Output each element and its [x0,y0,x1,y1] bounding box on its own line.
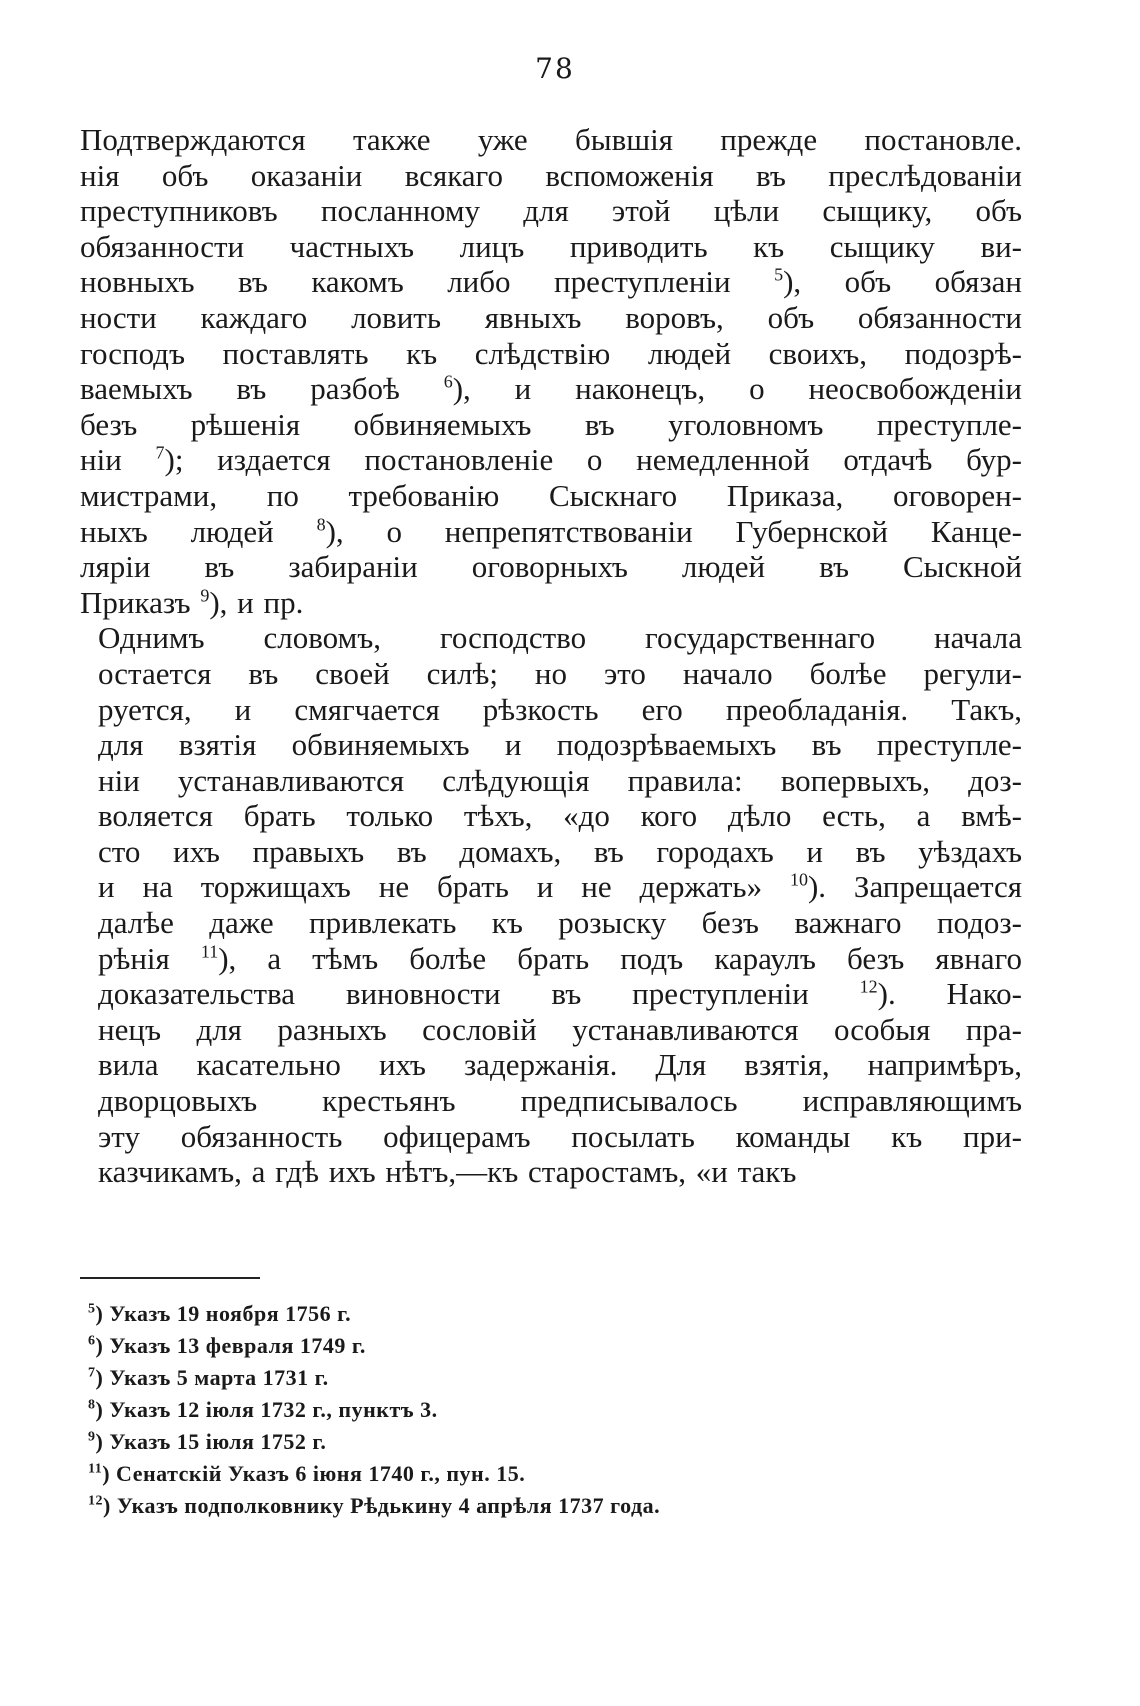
text-line: дворцовыхъ крестьянъ предписывалось исправляющимъ [98,1083,1022,1119]
text-line: ляріи въ забираніи оговорныхъ людей въ Сыскной [80,549,1022,585]
text-line [80,585,1022,621]
footnote-reference: 8 [316,514,326,535]
footnote-separator [80,1277,260,1279]
text-segment: ), и пр. [209,584,304,620]
text-line: ніи устанавливаются слѣдующія правила: вопервыхъ, доз- [98,762,1022,798]
footnote [88,1362,988,1394]
footnote-mark: 7 [88,1365,96,1381]
footnote-mark: 9 [88,1429,96,1445]
text-segment: ныхъ людей [80,513,317,549]
text-line: эту обязанность офицерамъ посылать команды къ при- [98,1118,1022,1154]
text-segment: ). Нако- [877,976,1022,1012]
text-line [80,264,1022,300]
text-line: Подтверждаются также уже бывшія прежде постановле. [80,122,1022,157]
text-line: господъ поставлять къ слѣдствію людей своихъ, подозрѣ- [80,335,1022,371]
text-line [80,976,1022,1012]
text-segment: рѣнія [98,940,201,976]
footnotes [88,1298,988,1522]
text-line [80,941,1022,977]
footnote-reference: 5 [774,265,784,286]
text-segment: Приказъ [80,584,201,620]
footnote [88,1298,988,1330]
footnote [88,1394,988,1426]
text-line: Однимъ словомъ, господство государственнаго начала [98,620,1022,656]
text-line: вила касательно ихъ задержанія. Для взятія, напримѣръ, [98,1047,1022,1083]
footnote-mark: 6 [88,1333,96,1349]
text-line: остается въ своей силѣ; но это начало болѣе регули- [98,655,1022,691]
text-line: ности каждаго ловить явныхъ воровъ, объ обязанности [80,299,1022,335]
footnote-reference: 10 [789,870,808,891]
text-segment: ваемыхъ въ разбоѣ [80,371,444,407]
text-line: воляется брать только тѣхъ, «до кого дѣло есть, а вмѣ- [98,798,1022,834]
text-segment: ), и наконецъ, о неосвобожденіи [452,371,1022,407]
body-text [80,122,1022,1190]
footnote [88,1330,988,1362]
footnote-text: ) Указъ 13 февраля 1749 г. [95,1333,366,1358]
text-line: сто ихъ правыхъ въ домахъ, въ городахъ и въ уѣздахъ [98,833,1022,869]
footnote-mark: 12 [88,1493,103,1509]
paragraph-2 [80,620,1022,1190]
text-segment: ). Запрещается [807,869,1022,905]
footnote-mark: 5 [88,1301,96,1317]
footnote-text: ) Указъ подполковнику Рѣдькину 4 апрѣля 1737 года. [103,1493,661,1518]
text-line [80,514,1022,550]
text-segment: ), объ обязан [783,264,1022,300]
text-line: нія объ оказаніи всякаго вспоможенія въ преслѣдованіи [80,157,1022,193]
text-line: руется, и смягчается рѣзкость его преобладанія. Такъ, [98,691,1022,727]
footnote-mark: 8 [88,1397,96,1413]
text-line: казчикамъ, а гдѣ ихъ нѣтъ,—къ старостамъ, «и такъ [98,1154,797,1190]
text-line: мистрами, по требованію Сыскнаго Приказа, оговорен- [80,477,1022,513]
footnote-text: ) Указъ 5 марта 1731 г. [95,1365,329,1390]
text-segment: доказательства виновности въ преступленіи [98,976,860,1012]
footnote-reference: 6 [443,371,453,392]
text-line: обязанности частныхъ лицъ приводить къ сыщику ви- [80,228,1022,264]
paragraph-1 [80,122,1022,620]
text-segment: ), а тѣмъ болѣе брать подъ караулъ безъ явнаго [218,940,1022,976]
text-line: нецъ для разныхъ сословій устанавливаются особыя пра- [98,1011,1022,1047]
text-line: безъ рѣшенія обвиняемыхъ въ уголовномъ преступле- [80,406,1022,442]
footnote [88,1458,988,1490]
footnote [88,1490,988,1522]
footnote [88,1426,988,1458]
text-line: преступниковъ посланному для этой цѣли сыщику, объ [80,193,1022,229]
text-line: далѣе даже привлекать къ розыску безъ важнаго подоз- [98,905,1022,941]
page-number: 78 [535,52,575,85]
footnote-text: ) Указъ 12 іюля 1732 г., пунктъ 3. [95,1397,438,1422]
text-segment: ); издается постановленіе о немедленной отдачѣ бур- [164,442,1022,478]
footnote-reference: 11 [200,941,219,962]
footnote-reference: 7 [155,443,165,464]
text-line [80,371,1022,407]
footnote-text: ) Сенатскій Указъ 6 іюня 1740 г., пун. 15. [102,1461,526,1486]
footnote-reference: 12 [859,976,878,997]
footnote-text: ) Указъ 15 іюля 1752 г. [95,1429,327,1454]
text-line [80,869,1022,905]
footnote-reference: 9 [200,585,210,606]
text-segment: и на торжищахъ не брать и не держать» [98,869,790,905]
text-line [80,442,1022,478]
footnote-text: ) Указъ 19 ноября 1756 г. [95,1301,352,1326]
text-segment: новныхъ въ какомъ либо преступленіи [80,264,775,300]
text-segment: ), о непрепятствованіи Губернской Канце- [325,513,1022,549]
text-segment: ніи [80,442,156,478]
footnote-mark: 11 [88,1461,103,1477]
text-line: для взятія обвиняемыхъ и подозрѣваемыхъ въ преступле- [98,727,1022,763]
